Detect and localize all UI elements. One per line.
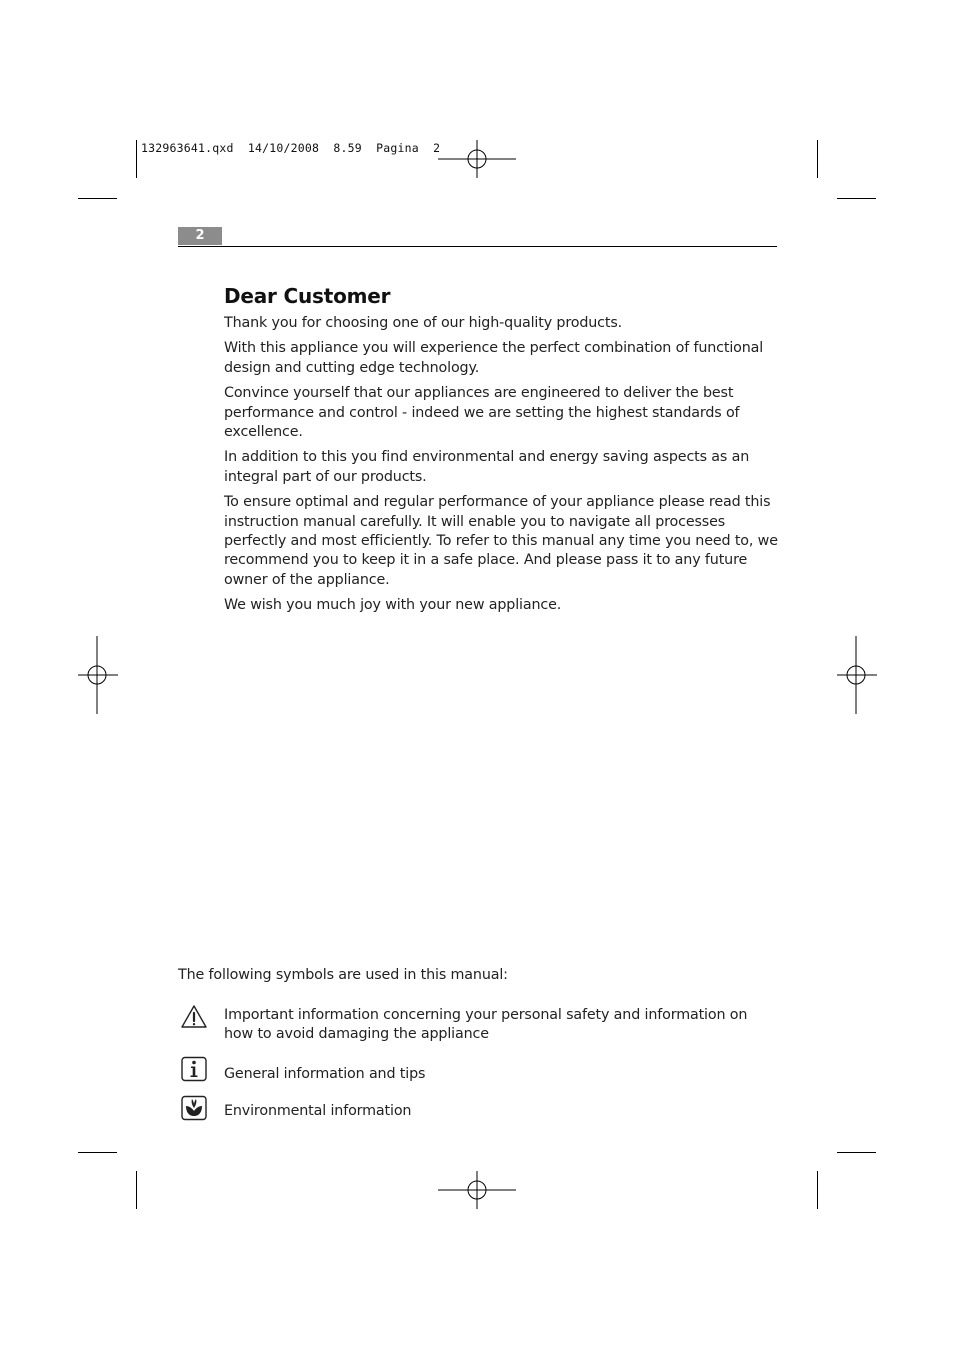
symbol-description: General information and tips xyxy=(224,1066,426,1082)
warning-triangle-icon xyxy=(180,1004,208,1030)
crop-mark xyxy=(78,1152,117,1153)
paragraph: To ensure optimal and regular performance of your appliance please read this instruction manual carefully. It will enable you to navigate all processes perfectly and most efficiently. To refer to this manual any time you need to, we recommend you to keep it in a safe place. And please pass it to any future owner of the appliance. xyxy=(224,494,778,588)
crop-mark xyxy=(837,198,876,199)
symbol-description: Environmental information xyxy=(224,1103,412,1119)
crop-mark xyxy=(817,140,818,178)
page-number: 2 xyxy=(178,227,222,245)
intro-text xyxy=(224,314,780,622)
environment-icon xyxy=(180,1095,208,1121)
paragraph: We wish you much joy with your new appliance. xyxy=(224,597,562,614)
paragraph: With this appliance you will experience the perfect combination of functional design and cutting edge technology. xyxy=(224,340,764,376)
symbol-description: Important information concerning your personal safety and information on how to avoid damaging the appliance xyxy=(224,1007,748,1043)
header-rule xyxy=(178,246,777,247)
symbols-intro: The following symbols are used in this manual: xyxy=(178,967,508,983)
registration-mark-left xyxy=(78,636,118,714)
registration-mark-top xyxy=(438,140,516,178)
info-icon xyxy=(180,1056,208,1082)
registration-mark-bottom xyxy=(438,1171,516,1209)
crop-mark xyxy=(817,1171,818,1209)
paragraph: In addition to this you find environmental and energy saving aspects as an integral part of our products. xyxy=(224,449,750,485)
paragraph: Convince yourself that our appliances are engineered to deliver the best performance and control - indeed we are setting the highest standards of excellence. xyxy=(224,385,740,441)
paragraph: Thank you for choosing one of our high-quality products. xyxy=(224,315,623,331)
crop-mark xyxy=(136,140,137,178)
print-slug: 132963641.qxd 14/10/2008 8.59 Pagina 2 xyxy=(141,141,441,155)
crop-mark xyxy=(136,1171,137,1209)
crop-mark xyxy=(78,198,117,199)
registration-mark-right xyxy=(837,636,877,714)
page-title: Dear Customer xyxy=(224,284,391,308)
crop-mark xyxy=(837,1152,876,1153)
